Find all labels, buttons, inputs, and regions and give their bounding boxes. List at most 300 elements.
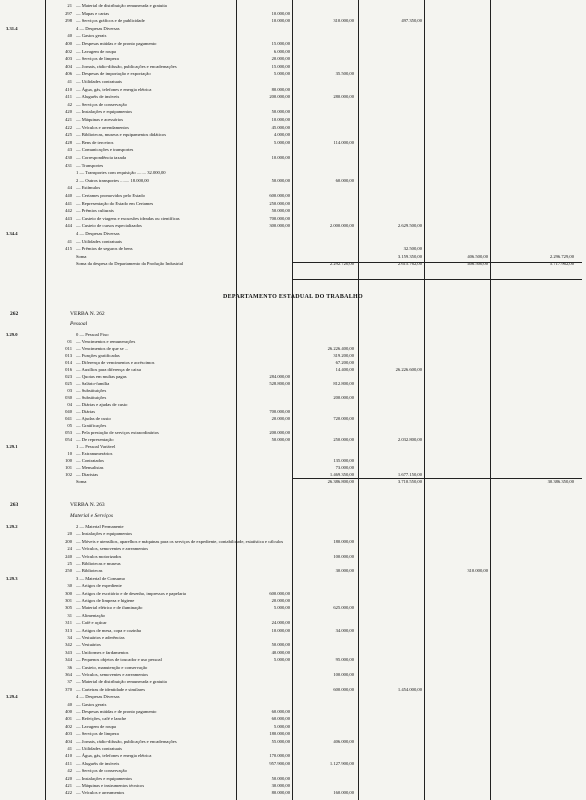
ledger-desc: — Vestuários xyxy=(76,642,101,648)
ledger-desc: — Material elétrico e de iluminação xyxy=(76,605,143,611)
ledger-code: 3.29.1 xyxy=(6,444,18,449)
ledger-rub: 406 xyxy=(65,71,72,77)
ledger-v1: 250.000,00 xyxy=(269,200,290,206)
ledger-desc: — Veículos motorizados xyxy=(76,553,122,559)
ledger-rub: 403 xyxy=(65,56,72,62)
ledger-v2: 114.000,00 xyxy=(333,139,354,145)
ledger-desc: — Aluguéis de imóveis xyxy=(76,760,120,766)
ledger-row xyxy=(0,387,586,394)
ledger-v1: 50.000,00 xyxy=(271,109,290,115)
ledger-row xyxy=(0,782,586,789)
ledger-v1: 60.000,00 xyxy=(271,716,290,722)
ledger-v1: 4.000,00 xyxy=(273,132,290,138)
ledger-v2: 319.200,00 xyxy=(333,353,354,358)
ledger-v5: 2.296.729,00 xyxy=(549,253,574,259)
ledger-desc: — Utilidades contratuais xyxy=(76,238,122,244)
ledger-v2: 200.000,00 xyxy=(333,395,354,400)
ledger-v1: 50.000,00 xyxy=(271,642,290,648)
ledger-rub: 01 xyxy=(67,339,72,344)
ledger-v2: 95.000,00 xyxy=(335,657,354,663)
ledger-v2: 280.000,00 xyxy=(333,94,354,100)
ledger-v2: 1.127.900,00 xyxy=(329,760,354,766)
ledger-desc: — Comunicações e transportes xyxy=(76,147,134,153)
ledger-row xyxy=(0,619,586,626)
ledger-row xyxy=(0,184,586,191)
ledger-v3: 3.710.550,00 xyxy=(397,479,422,484)
ledger-row xyxy=(0,401,586,408)
ledger-v1: 180.000,00 xyxy=(269,731,290,737)
verba-subtitle: Material e Serviços xyxy=(70,513,114,519)
ledger-rub: 25 xyxy=(67,561,72,566)
ledger-rub: 443 xyxy=(65,215,72,221)
ledger-v1: 80.000,00 xyxy=(271,86,290,92)
ledger-desc: — Lavagem de roupa xyxy=(76,48,116,54)
ledger-desc: — Transportes xyxy=(76,162,104,168)
ledger-desc: 1 — Transportes com requisição ........ 32.000,00 xyxy=(76,170,166,176)
ledger-row xyxy=(0,154,586,161)
ledger-desc: — Artigos de mesa, copa e cozinha xyxy=(76,627,141,633)
ledger-desc: — Custeio de cursos especializados xyxy=(76,223,142,229)
ledger-v1: 600.000,00 xyxy=(269,590,290,596)
ledger-v3: 26.226.600,00 xyxy=(395,367,422,372)
ledger-rub: 344 xyxy=(65,657,72,663)
ledger-rub: 10 xyxy=(67,451,72,456)
ledger-desc: — Diárias e ajudas de custo xyxy=(76,402,128,407)
ledger-v1: 45.000,00 xyxy=(271,124,290,130)
ledger-rub: 41 xyxy=(67,238,72,244)
ledger-desc: — Ajudas de custo xyxy=(76,416,111,421)
ledger-v1: 15.000,00 xyxy=(271,41,290,46)
ledger-row xyxy=(0,538,586,545)
ledger-desc: — Instalações e equipamentos xyxy=(76,775,132,781)
ledger-desc: — Correspondência taxada xyxy=(76,155,127,160)
ledger-row xyxy=(0,2,586,9)
ledger-desc: — De representação xyxy=(76,437,114,442)
ledger-v3: 1.454.000,00 xyxy=(397,686,422,692)
ledger-row xyxy=(0,146,586,153)
ledger-desc: — Funções gratificadas xyxy=(76,353,120,358)
ledger-rub: 36 xyxy=(67,664,72,670)
ledger-v2: 73.000,00 xyxy=(335,465,354,470)
ledger-rub: 040 xyxy=(65,409,72,414)
ledger-row xyxy=(0,131,586,138)
ledger-rub: 415 xyxy=(65,246,72,252)
ledger-desc: — Despesas de importação e exportação xyxy=(76,71,151,77)
ledger-desc: — Móveis e utensílios, aparelhos e máquinas para os serviços de expediente, contabilidade, estatística e cálculos xyxy=(76,538,284,544)
ledger-rub: 440 xyxy=(65,193,72,198)
ledger-code: 3.34.4 xyxy=(6,231,18,236)
ledger-v1: 50.000,00 xyxy=(271,775,290,781)
ledger-desc: — Prêmios de seguros de bens xyxy=(76,246,133,252)
ledger-v1: 60.000,00 xyxy=(271,709,290,714)
ledger-rub: 34 xyxy=(67,635,72,640)
ledger-v2: 60.000,00 xyxy=(335,177,354,183)
ledger-desc: 4 — Despesas Diversas xyxy=(76,231,120,236)
ledger-row xyxy=(0,25,586,32)
ledger-desc: — Alimentação xyxy=(76,612,105,618)
ledger-v2: 812.800,00 xyxy=(333,381,354,386)
ledger-row xyxy=(0,708,586,715)
ledger-desc: Soma da despesa do Departamento da Produção Industrial xyxy=(76,261,184,267)
ledger-v2: 30.000,00 xyxy=(335,568,354,574)
ledger-code: 3.29.0 xyxy=(6,332,18,337)
verba-label: VERBA N. 263 xyxy=(70,502,105,508)
ledger-desc: — Serviços gráficos e de publicidade xyxy=(76,18,145,24)
ledger-rub: 100 xyxy=(65,458,72,463)
ledger-desc: — Veículos, semoventes e arreamentos xyxy=(76,672,148,677)
ledger-row xyxy=(0,177,586,184)
ledger-desc: — Certames promovidos pelo Estado xyxy=(76,193,145,198)
ledger-desc: — Bens de terceiros xyxy=(76,139,114,145)
ledger-row xyxy=(0,101,586,108)
ledger-row xyxy=(0,415,586,422)
ledger-rub: 343 xyxy=(65,649,72,655)
ledger-desc: — Artigos de limpeza e higiene xyxy=(76,598,135,603)
ledger-rub: 305 xyxy=(65,605,72,611)
ledger-desc: — Lavagem de roupa xyxy=(76,723,116,729)
ledger-rub: 40 xyxy=(67,701,72,707)
ledger-desc: — Contratados xyxy=(76,458,104,463)
ledger-row xyxy=(0,738,586,745)
ledger-v1: 170.000,00 xyxy=(269,753,290,759)
ledger-desc: 0 — Pessoal Fixo xyxy=(76,332,109,337)
ledger-rub: 03 xyxy=(67,388,72,393)
ledger-v1: 284.000,00 xyxy=(269,374,290,379)
ledger-row xyxy=(0,530,586,537)
ledger-v3: 2.629.500,00 xyxy=(397,223,422,229)
ledger-rub: 404 xyxy=(65,738,72,744)
ledger-v2: 310.000,00 xyxy=(333,18,354,24)
dept-title: DEPARTAMENTO ESTADUAL DO TRABALHO xyxy=(223,294,363,300)
ledger-row xyxy=(0,63,586,70)
ledger-rub: 410 xyxy=(65,753,72,759)
ledger-row xyxy=(0,331,586,338)
ledger-desc: — Vencimentos e remunerações xyxy=(76,339,136,344)
ledger-desc: — Serviços de limpeza xyxy=(76,731,119,737)
ledger-row xyxy=(0,429,586,436)
ledger-rub: 37 xyxy=(67,679,72,685)
ledger-desc: — Artigos de expediente xyxy=(76,583,122,589)
ledger-desc: — Gratificações xyxy=(76,423,107,428)
ledger-row xyxy=(0,612,586,619)
ledger-rub: 421 xyxy=(65,783,72,788)
ledger-rub: 301 xyxy=(65,598,72,603)
ledger-v1: 6.000,00 xyxy=(273,48,290,54)
ledger-rub: 016 xyxy=(65,367,72,372)
ledger-desc: 2 — Material Permanente xyxy=(76,524,124,529)
ledger-rub: 240 xyxy=(65,553,72,559)
ledger-rub: 30 xyxy=(67,583,72,589)
ledger-rub: 400 xyxy=(65,709,72,714)
ledger-row xyxy=(0,560,586,567)
ledger-row xyxy=(0,575,586,582)
ledger-rub: 101 xyxy=(65,465,72,470)
ledger-row xyxy=(0,478,586,485)
ledger-desc: — Substituições xyxy=(76,388,107,393)
ledger-row xyxy=(0,590,586,597)
ledger-rub: 24 xyxy=(67,546,72,552)
ledger-desc: — Material de distribuição remunerada e gratuita xyxy=(76,3,167,8)
ledger-desc: — Representação do Estado em Certames xyxy=(76,200,154,206)
ledger-desc: — Diaristas xyxy=(76,472,99,477)
ledger-desc: — Jornais, rádio-difusão, publicações e encadernações xyxy=(76,63,177,69)
ledger-row xyxy=(0,443,586,450)
ledger-rub: 013 xyxy=(65,353,72,358)
ledger-row xyxy=(0,641,586,648)
ledger-code: 3.29.2 xyxy=(6,524,18,529)
ledger-rub: 430 xyxy=(65,155,72,160)
ledger-v1: 55.000,00 xyxy=(271,738,290,744)
ledger-row xyxy=(0,116,586,123)
ledger-rub: 431 xyxy=(65,162,72,168)
total-rule xyxy=(292,262,582,263)
ledger-rub: 420 xyxy=(65,109,72,115)
ledger-desc: — Refeições, café e lanche xyxy=(76,716,127,722)
ledger-row xyxy=(0,701,586,708)
ledger-v3: 497.350,00 xyxy=(401,18,422,24)
ledger-rub: 411 xyxy=(65,760,72,766)
ledger-v1: 40.000,00 xyxy=(271,649,290,655)
ledger-row xyxy=(0,627,586,634)
ledger-desc: — Veículos e arreamentos xyxy=(76,790,125,796)
ledger-v1: 200.000,00 xyxy=(269,94,290,100)
ledger-v2: 100.000,00 xyxy=(333,672,354,677)
ledger-rub: 43 xyxy=(67,147,72,153)
ledger-v1: 50.000,00 xyxy=(271,177,290,183)
ledger-row xyxy=(0,634,586,641)
ledger-row xyxy=(0,723,586,730)
ledger-rub: 011 xyxy=(65,346,72,351)
ledger-row xyxy=(0,394,586,401)
ledger-rub: 20 xyxy=(67,531,72,537)
ledger-rub: 42 xyxy=(67,768,72,774)
ledger-v1: 10.000,00 xyxy=(271,627,290,633)
ledger-desc: — Bibliotecas xyxy=(76,568,103,574)
ledger-row xyxy=(0,124,586,131)
ledger-row xyxy=(0,464,586,471)
ledger-desc: — Mapas e cartas xyxy=(76,10,110,16)
ledger-v1: 20.000,00 xyxy=(271,598,290,603)
ledger-v3: 3.159.350,00 xyxy=(397,253,422,259)
ledger-row xyxy=(0,192,586,199)
ledger-rub: 030 xyxy=(65,395,72,400)
ledger-row xyxy=(0,32,586,39)
ledger-row xyxy=(0,238,586,245)
ledger-rub: 404 xyxy=(65,63,72,69)
ledger-rub: 402 xyxy=(65,48,72,54)
ledger-v3: 2.615.762,00 xyxy=(397,261,422,267)
ledger-row xyxy=(0,359,586,366)
ledger-rub: 421 xyxy=(65,117,72,122)
ledger-v1: 300.000,00 xyxy=(269,223,290,229)
ledger-row xyxy=(0,139,586,146)
ledger-v2: 1.469.350,00 xyxy=(329,472,354,477)
ledger-v1: 80.000,00 xyxy=(271,790,290,796)
ledger-rub: 300 xyxy=(65,590,72,596)
ledger-v2: 34.000,00 xyxy=(335,627,354,633)
ledger-v1: 5.000,00 xyxy=(273,71,290,77)
ledger-row xyxy=(0,55,586,62)
ledger-desc: Soma xyxy=(76,479,87,484)
ledger-desc: — Custeio, manutenção e conservação xyxy=(76,664,148,670)
ledger-rub: 40 xyxy=(67,33,72,39)
ledger-rub: 410 xyxy=(65,86,72,92)
ledger-desc: — Extranumerários xyxy=(76,451,113,456)
ledger-desc: — Água, gás, telefones e energia elétrica xyxy=(76,86,152,92)
ledger-desc: — Serviços de limpeza xyxy=(76,56,119,62)
ledger-v1: 10.000,00 xyxy=(271,117,290,122)
ledger-row xyxy=(0,93,586,100)
ledger-row xyxy=(0,86,586,93)
ledger-rub: 411 xyxy=(65,94,72,100)
ledger-rub: 420 xyxy=(65,775,72,781)
ledger-v4: 406.500,00 xyxy=(467,253,488,259)
ledger-rub: 401 xyxy=(65,716,72,722)
ledger-row xyxy=(0,245,586,252)
ledger-rub: 102 xyxy=(65,472,72,477)
ledger-row xyxy=(0,457,586,464)
ledger-row xyxy=(0,671,586,678)
ledger-v2: 180.000,00 xyxy=(333,538,354,544)
ledger-row xyxy=(0,760,586,767)
ledger-v2: 26.226.400,00 xyxy=(327,346,354,351)
ledger-rub: 200 xyxy=(65,538,72,544)
ledger-v2: 160.000,00 xyxy=(333,790,354,796)
ledger-desc: — Custeio de viagens e excursões ideadas ou científicas xyxy=(76,215,180,221)
ledger-desc: — Salário-família xyxy=(76,381,110,386)
ledger-desc: 2 — Outros transportes ........ 18.000,00 xyxy=(76,177,149,183)
ledger-row xyxy=(0,222,586,229)
verba-label: VERBA N. 262 xyxy=(70,311,105,317)
ledger-v2: 406.000,00 xyxy=(333,738,354,744)
ledger-rub: 041 xyxy=(65,416,72,421)
ledger-row xyxy=(0,48,586,55)
ledger-v1: 200.000,00 xyxy=(269,430,290,435)
ledger-desc: — Uniformes e fardamentos xyxy=(76,649,129,655)
ledger-v3: 1.677.150,00 xyxy=(397,472,422,477)
ledger-v1: 700.000,00 xyxy=(269,215,290,221)
ledger-row xyxy=(0,436,586,443)
ledger-desc: — Máquinas e instrumentos técnicos xyxy=(76,783,145,788)
ledger-desc: — Prêmios culturais xyxy=(76,208,114,214)
ledger-rub: 422 xyxy=(65,124,72,130)
ledger-rub: 422 xyxy=(65,790,72,796)
ledger-desc: — Serviços de conservação xyxy=(76,101,127,107)
ledger-desc: — Vestuários e aderências xyxy=(76,635,125,640)
ledger-rub: 311 xyxy=(65,620,72,626)
ledger-v1: 10.000,00 xyxy=(271,18,290,24)
ledger-v1: 957.900,00 xyxy=(269,760,290,766)
ledger-desc: — Material de distribuição remunerada e gratuita xyxy=(76,679,167,685)
ledger-rub: 313 xyxy=(65,627,72,633)
total-rule xyxy=(292,279,582,280)
ledger-desc: — Veículos, semoventes e arreamentos xyxy=(76,546,148,552)
ledger-v5: 5.717.962,00 xyxy=(549,261,574,267)
ledger-rub: 444 xyxy=(65,223,72,229)
ledger-desc: — Instalações e equipamentos xyxy=(76,109,132,115)
ledger-row xyxy=(0,471,586,478)
ledger-desc: — Pela prestação de serviços extraordinários xyxy=(76,430,159,435)
ledger-desc: — Substituições xyxy=(76,395,107,400)
ledger-rub: 400 xyxy=(65,41,72,46)
ledger-row xyxy=(0,380,586,387)
ledger-row xyxy=(0,345,586,352)
ledger-v2: 720.000,00 xyxy=(333,416,354,421)
ledger-desc: — Despesas miúdas e de pronto pagamento xyxy=(76,709,157,714)
ledger-row xyxy=(0,162,586,169)
ledger-desc: — Água, gás, telefones e energia elétrica xyxy=(76,753,152,759)
ledger-v3: 32.500,00 xyxy=(403,246,422,252)
ledger-row xyxy=(0,408,586,415)
ledger-row xyxy=(0,70,586,77)
ledger-row xyxy=(0,656,586,663)
ledger-row xyxy=(0,10,586,17)
ledger-v1: 5.000,00 xyxy=(273,657,290,663)
ledger-desc: — Bibliotecas e museus xyxy=(76,561,121,566)
ledger-v1: 15.000,00 xyxy=(271,63,290,69)
ledger-row xyxy=(0,693,586,700)
ledger-v2: 625.000,00 xyxy=(333,605,354,611)
ledger-row xyxy=(0,352,586,359)
ledger-v1: 5.000,00 xyxy=(273,605,290,611)
ledger-v1: 50.000,00 xyxy=(271,437,290,442)
ledger-row xyxy=(0,715,586,722)
ledger-row xyxy=(0,745,586,752)
ledger-row xyxy=(0,523,586,530)
ledger-rub: 054 xyxy=(65,437,72,442)
ledger-desc: — Aluguéis de imóveis xyxy=(76,94,120,100)
ledger-desc: 4 — Despesas Diversas xyxy=(76,694,120,700)
ledger-desc: — Máquinas e acessórios xyxy=(76,117,124,122)
ledger-row xyxy=(0,567,586,574)
ledger-row xyxy=(0,686,586,693)
ledger-v1: 24.000,00 xyxy=(271,620,290,626)
ledger-row xyxy=(0,582,586,589)
ledger-v1: 5.000,00 xyxy=(273,139,290,145)
ledger-v1: 30.000,00 xyxy=(271,783,290,788)
ledger-rub: 04 xyxy=(67,402,72,407)
verba-number: 263 xyxy=(10,502,19,508)
ledger-row xyxy=(0,207,586,214)
ledger-v2: 26.386.800,00 xyxy=(327,479,354,484)
ledger-desc: 1 — Pessoal Variável xyxy=(76,444,116,449)
ledger-v2: 35.500,00 xyxy=(335,71,354,77)
ledger-desc: — Café e açúcar xyxy=(76,620,107,626)
ledger-v1: 20.000,00 xyxy=(271,56,290,62)
ledger-row xyxy=(0,338,586,345)
ledger-desc: — Serviços de conservação xyxy=(76,768,127,774)
ledger-desc: — Quotas em multas pagas xyxy=(76,374,127,379)
ledger-rub: 41 xyxy=(67,79,72,84)
ledger-row xyxy=(0,40,586,47)
ledger-rub: 364 xyxy=(65,672,72,677)
ledger-v1: 10.000,00 xyxy=(271,155,290,160)
ledger-rub: 023 xyxy=(65,374,72,379)
ledger-desc: 3 — Material de Consumo xyxy=(76,575,125,581)
ledger-desc: — Utilidades contratuais xyxy=(76,79,122,84)
ledger-v2: 14.400,00 xyxy=(335,367,354,372)
ledger-row xyxy=(0,789,586,796)
ledger-desc: — Gastos gerais xyxy=(76,701,107,707)
ledger-desc: 4 — Despesas Diversas xyxy=(76,25,120,31)
ledger-rub: 428 xyxy=(65,139,72,145)
ledger-desc: — Gastos gerais xyxy=(76,33,107,39)
ledger-rub: 42 xyxy=(67,101,72,107)
ledger-row xyxy=(0,78,586,85)
ledger-v1: 600.000,00 xyxy=(269,193,290,198)
ledger-row xyxy=(0,604,586,611)
ledger-rub: 31 xyxy=(67,612,72,618)
